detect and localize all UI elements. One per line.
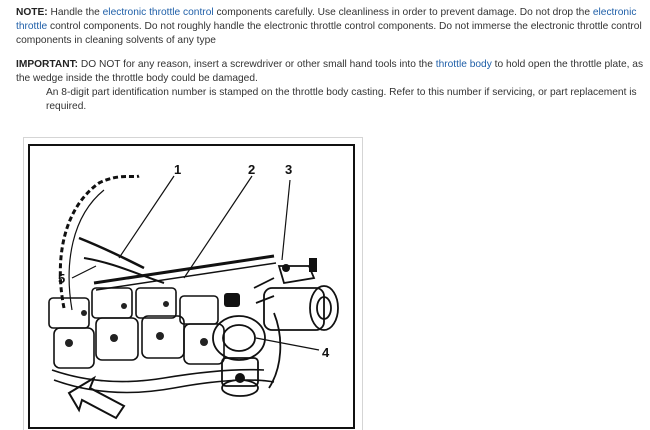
important-paragraph xyxy=(16,58,644,86)
callout-4: 4 xyxy=(322,345,330,360)
throttle-body xyxy=(213,266,338,396)
note-label: NOTE: xyxy=(16,7,48,18)
engine-line-drawing xyxy=(24,138,362,430)
link-electronic-throttle[interactable]: electronic throttle xyxy=(16,7,637,32)
note-text-1: Handle the xyxy=(47,7,103,18)
link-electronic-throttle-control[interactable]: electronic throttle control xyxy=(102,7,214,18)
harness-edge xyxy=(69,190,104,310)
throttle-body-illustration xyxy=(23,137,363,430)
callout-1: 1 xyxy=(174,162,182,177)
front-direction-arrow xyxy=(69,378,124,418)
callout-3: 3 xyxy=(285,162,293,177)
throttle-details xyxy=(224,258,317,383)
important-label: IMPORTANT: xyxy=(16,59,79,70)
fuel-rail-edge xyxy=(96,263,276,290)
callout-5: 5 xyxy=(58,271,66,286)
callout-2: 2 xyxy=(248,162,256,177)
important-text-1: DO NOT for any reason, insert a screwdriver or other small hand tools into the xyxy=(78,59,436,70)
note-text-3: control components. Do not roughly handle the electronic throttle control components. Do not immerse the electronic throttle control components in cleaning solvents of any type xyxy=(16,21,642,46)
fuel-rail xyxy=(94,256,274,283)
important-text-2: to hold open the throttle plate, as the wedge inside the throttle body could be damaged. xyxy=(16,59,644,84)
note-text-2: components carefully. Use cleanliness in order to prevent damage. Do not drop the xyxy=(213,7,593,18)
link-throttle-body[interactable]: throttle body xyxy=(435,59,492,70)
part-id-paragraph: An 8-digit part identification number is stamped on the throttle body casting. Refer to this number if servicing, or part replacement is required. xyxy=(46,87,637,112)
note-paragraph xyxy=(16,6,644,48)
